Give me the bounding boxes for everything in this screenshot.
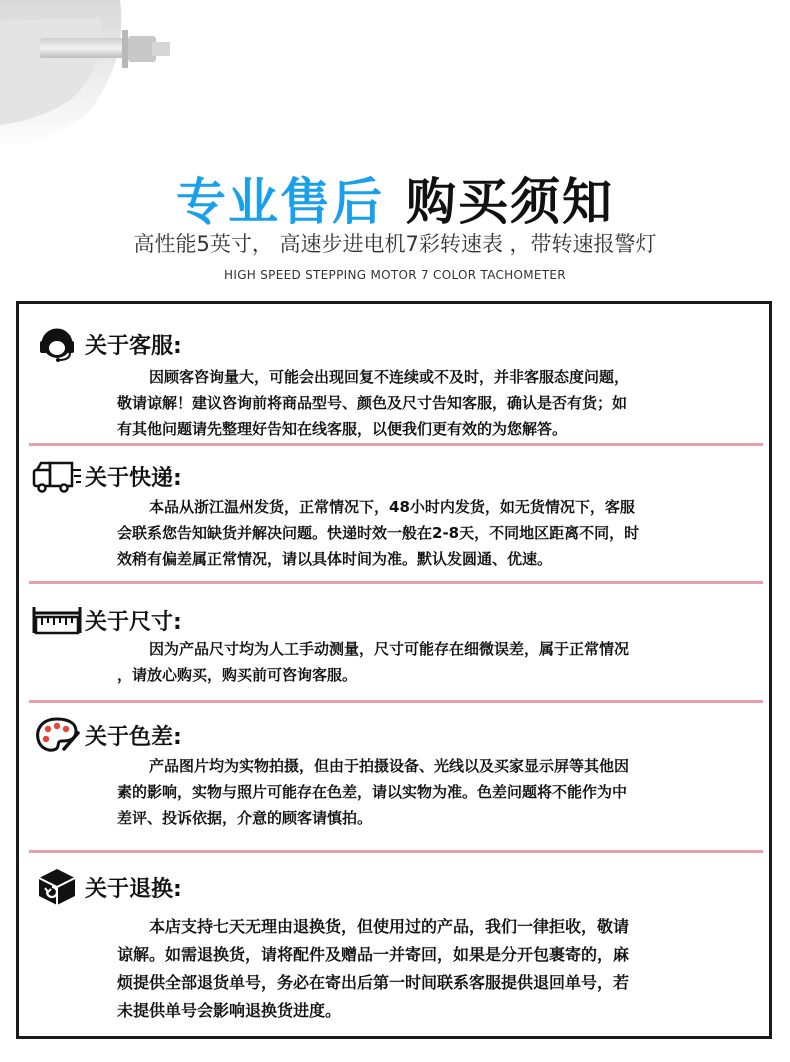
- section-divider: [29, 443, 763, 446]
- delivery-truck-icon: [31, 456, 83, 496]
- ruler-icon: [31, 600, 83, 640]
- section-head: [31, 456, 182, 496]
- section-head: [31, 715, 182, 755]
- text-line: 未提供单号会影响退换货进度。: [117, 1001, 342, 1020]
- section-text: [117, 364, 737, 442]
- section-divider: [29, 850, 763, 853]
- text-line: 差评、投诉依据，介意的顾客请慎拍。: [117, 809, 373, 827]
- text-line: ，请放心购买，购买前可咨询客服。: [117, 666, 358, 684]
- headset-icon: [31, 324, 83, 364]
- section-divider: [29, 581, 763, 584]
- text-line: 因顾客咨询量大，可能会出现回复不连续或不及时，并非客服态度问题，: [149, 368, 630, 386]
- text-line: 烦提供全部退货单号，务必在寄出后第一时间联系客服提供退回单号，若: [117, 973, 630, 992]
- notice-box: [16, 301, 772, 1039]
- text-line: 因为产品尺寸均为人工手动测量，尺寸可能存在细微误差，属于正常情况: [149, 640, 630, 658]
- subtitle: 高性能5英寸， 高速步进电机7彩转速表 ，带转速报警灯: [133, 232, 657, 256]
- text-line: 谅解。如需退换货，请将配件及赠品一并寄回，如果是分开包裹寄的，麻: [117, 945, 630, 964]
- product-photo: [0, 0, 790, 160]
- palette-icon: [31, 715, 83, 755]
- section-head: [31, 867, 182, 907]
- page-title: [0, 162, 790, 234]
- section-heading: 关于尺寸:: [85, 609, 182, 635]
- text-line: 本品从浙江温州发货，正常情况下，48小时内发货，如无货情况下，客服: [149, 498, 635, 516]
- section-text: [117, 494, 737, 572]
- text-line: 敬请谅解！建议咨询前将商品型号、颜色及尺寸告知客服，确认是否有货；如: [117, 394, 628, 412]
- text-line: 产品图片均为实物拍摄，但由于拍摄设备、光线以及买家显示屏等其他因: [149, 757, 630, 775]
- section-head: [31, 324, 182, 364]
- section-text: [117, 753, 737, 831]
- text-line: 效稍有偏差属正常情况，请以具体时间为准。默认发圆通、优速。: [117, 550, 553, 568]
- title-blue: 专业售后: [176, 173, 384, 231]
- section-text: [117, 636, 737, 688]
- section-head: [31, 600, 182, 640]
- section-divider: [29, 700, 763, 703]
- text-line: 本店支持七天无理由退换货，但使用过的产品，我们一律拒收，敬请: [149, 917, 630, 936]
- title-black: 购买须知: [406, 173, 614, 231]
- text-line: 有其他问题请先整理好告知在线客服，以便我们更有效的为您解答。: [117, 420, 568, 438]
- text-line: 素的影响，实物与照片可能存在色差，请以实物为准。色差问题将不能作为中: [117, 783, 628, 801]
- section-heading: 关于色差:: [85, 724, 182, 750]
- text-line: 会联系您告知缺货并解决问题。快递时效一般在2-8天，不同地区距离不同，时: [117, 524, 640, 542]
- subtitle-en: HIGH SPEED STEPPING MOTOR 7 COLOR TACHOMETER: [224, 268, 566, 282]
- section-heading: 关于客服:: [85, 333, 182, 359]
- return-box-icon: [31, 867, 83, 907]
- section-heading: 关于退换:: [85, 876, 182, 902]
- section-heading: 关于快递:: [85, 465, 182, 491]
- section-text: [117, 913, 737, 1025]
